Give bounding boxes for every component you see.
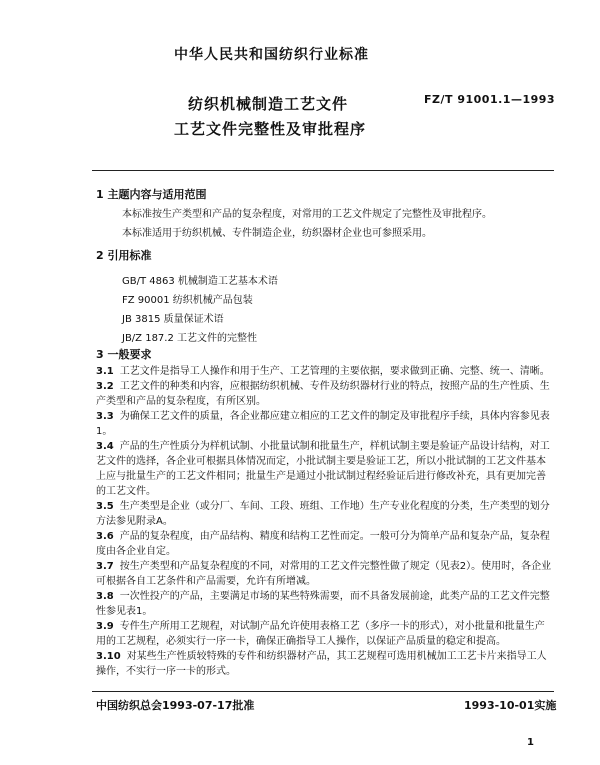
clause-text: 产品的生产性质分为样机试制、小批量试制和批量生产，样机试制主要是验证产品设计结构，对工艺文件的选择，各企业可根据具体情况而定，小批试制主要是验证工艺，所以小批试制的工艺文件基本上应与批量生产的工艺文件相同；批量生产是通过小批试制过程经验证后进行修改补充，具有更加完善的工艺文件。 <box>96 441 550 497</box>
clause-3-7 <box>96 559 554 589</box>
footer-rule <box>92 691 554 692</box>
reference-item: JB/Z 187.2 工艺文件的完整性 <box>122 333 258 344</box>
approval-date: 中国纺织总会1993-07-17批准 <box>96 699 255 712</box>
clause-number: 3.10 <box>96 651 121 662</box>
clause-text: 对某些生产性质较特殊的专件和纺织器材产品，其工艺规程可选用机械加工工艺卡片来指导工人操作，不实行一序一卡的形式。 <box>96 651 547 677</box>
clause-number: 3.3 <box>96 411 114 422</box>
clause-number: 3.1 <box>96 366 114 377</box>
clause-text: 生产类型是企业（或分厂、车间、工段、班组、工作地）生产专业化程度的分类，生产类型的划分方法参见附录A。 <box>96 501 550 527</box>
clause-number: 3.2 <box>96 381 114 392</box>
clause-number: 3.5 <box>96 501 114 512</box>
page-number: 1 <box>527 737 534 748</box>
clause-3-4 <box>96 439 554 499</box>
clause-text: 产品的复杂程度，由产品结构、精度和结构工艺性而定。一般可分为简单产品和复杂产品，复杂程度由各企业自定。 <box>96 531 550 557</box>
clause-text: 一次性投产的产品，主要满足市场的某些特殊需要，而不具备发展前途，此类产品的工艺文件完整性参见表1。 <box>96 591 550 617</box>
clause-3-1 <box>96 364 554 379</box>
clause-number: 3.9 <box>96 621 114 632</box>
clause-number: 3.4 <box>96 441 114 452</box>
clause-3-8 <box>96 589 554 619</box>
section-3-heading: 3 一般要求 <box>96 348 152 361</box>
clause-number: 3.8 <box>96 591 114 602</box>
header-rule <box>92 170 554 171</box>
clause-text: 专件生产所用工艺规程，对试制产品允许使用表格工艺（多序一卡的形式），对小批量和批量生产用的工艺规程，必须实行一序一卡，确保正确指导工人操作，以保证产品质量的稳定和提高。 <box>96 621 545 647</box>
clause-3-9 <box>96 619 554 649</box>
reference-item: GB/T 4863 机械制造工艺基本术语 <box>122 276 278 287</box>
effective-date: 1993-10-01实施 <box>464 699 557 712</box>
section-1-para-1: 本标准按生产类型和产品的复杂程度，对常用的工艺文件规定了完整性及审批程序。 <box>122 209 492 220</box>
reference-item: JB 3815 质量保证术语 <box>122 314 224 325</box>
clause-text: 为确保工艺文件的质量，各企业都应建立相应的工艺文件的制定及审批程序手续，具体内容参见表1。 <box>96 411 550 437</box>
clause-3-10 <box>96 649 554 679</box>
document-title-line2: 工艺文件完整性及审批程序 <box>174 120 367 138</box>
document-title-line1: 纺织机械制造工艺文件 <box>188 95 349 113</box>
clause-3-3 <box>96 409 554 439</box>
clause-3-2 <box>96 379 554 409</box>
clause-number: 3.7 <box>96 561 114 572</box>
section-1-heading: 1 主题内容与适用范围 <box>96 188 207 201</box>
standard-category-header: 中华人民共和国纺织行业标准 <box>174 47 369 63</box>
clause-text: 工艺文件是指导工人操作和用于生产、工艺管理的主要依据，要求做到正确、完整、统一、清晰。 <box>119 366 550 377</box>
clause-text: 工艺文件的种类和内容，应根据纺织机械、专件及纺织器材行业的特点，按照产品的生产性质、生产类型和产品的复杂程度，有所区别。 <box>96 381 550 407</box>
section-1-para-2: 本标准适用于纺织机械、专件制造企业，纺织器材企业也可参照采用。 <box>122 228 432 239</box>
reference-item: FZ 90001 纺织机械产品包装 <box>122 295 253 306</box>
section-2-heading: 2 引用标准 <box>96 249 152 262</box>
clause-text: 按生产类型和产品复杂程度的不同，对常用的工艺文件完整性做了规定（见表2）。使用时，各企业可根据各自工艺条件和产品需要，允许有所增减。 <box>96 561 552 587</box>
clause-number: 3.6 <box>96 531 114 542</box>
standard-number: FZ/T 91001.1—1993 <box>424 93 556 106</box>
clause-3-5 <box>96 499 554 529</box>
clause-3-6 <box>96 529 554 559</box>
